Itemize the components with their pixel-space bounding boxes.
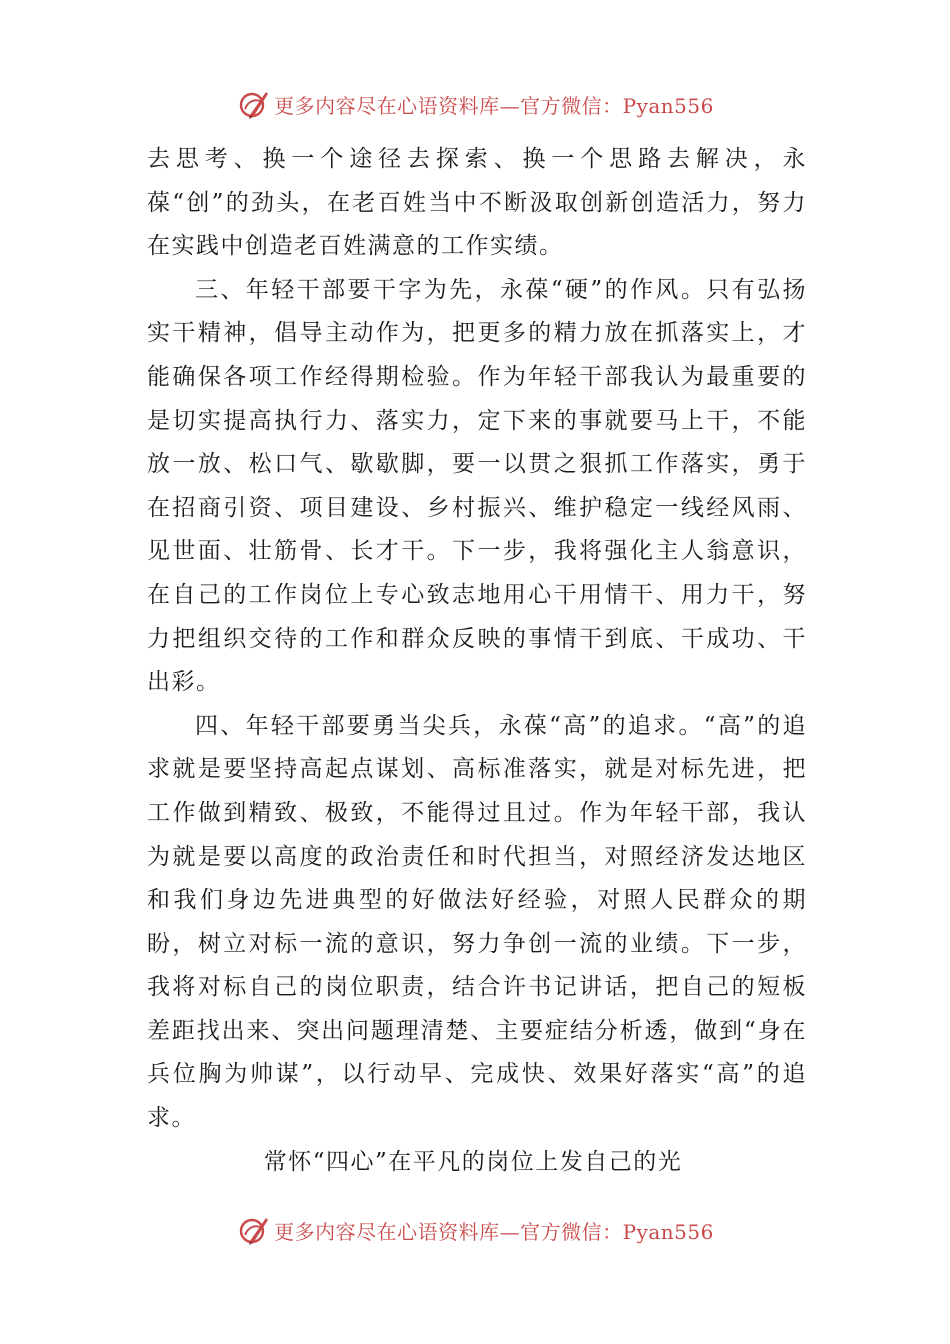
- footer-banner-text: 更多内容尽在心语资料库—官方微信：Pyan556: [274, 1219, 714, 1244]
- paragraph-section-three: 三、年轻干部要干字为先，永葆“硬”的作风。只有弘扬实干精神，倡导主动作为，把更多的精力放在抓落实上，才能确保各项工作经得期检验。作为年轻干部我认为最重要的是切实提高执行力、落实力，定下来的事就要马上干，不能放一放、松口气、歇歇脚，要一以贯之狠抓工作落实，勇于在招商引资、项目建设、乡村振兴、维护稳定一线经风雨、见世面、壮筋骨、长才干。下一步，我将强化主人翁意识，在自己的工作岗位上专心致志地用心干用情干、用力干，努力把组织交待的工作和群众反映的事情干到底、干成功、干出彩。: [147, 276, 807, 696]
- pen-swirl-logo-icon: [236, 87, 270, 121]
- document-body: [147, 138, 807, 1184]
- header-banner-text: 更多内容尽在心语资料库—官方微信：Pyan556: [274, 93, 714, 118]
- paragraph-section-four: 四、年轻干部要勇当尖兵，永葆“高”的追求。“高”的追求就是要坚持高起点谋划、高标准落实，就是对标先进，把工作做到精致、极致，不能得过且过。作为年轻干部，我认为就是要以高度的政治责任和时代担当，对照经济发达地区和我们身边先进典型的好做法好经验，对照人民群众的期盼，树立对标一流的意识，努力争创一流的业绩。下一步，我将对标自己的岗位职责，结合许书记讲话，把自己的短板差距找出来、突出问题理清楚、主要症结分析透，做到“身在兵位胸为帅谋”，以行动早、完成快、效果好落实“高”的追求。: [147, 712, 807, 1132]
- paragraph-continuation: 去思考、换一个途径去探索、换一个思路去解决，永葆“创”的劲头，在老百姓当中不断汲取创新创造活力，努力在实践中创造老百姓满意的工作实绩。: [147, 146, 807, 260]
- next-article-title: 常怀“四心”在平凡的岗位上发自己的光: [263, 1148, 683, 1175]
- footer-banner: [0, 1210, 950, 1250]
- pen-swirl-logo-icon: [236, 1213, 270, 1247]
- header-banner: [0, 84, 950, 124]
